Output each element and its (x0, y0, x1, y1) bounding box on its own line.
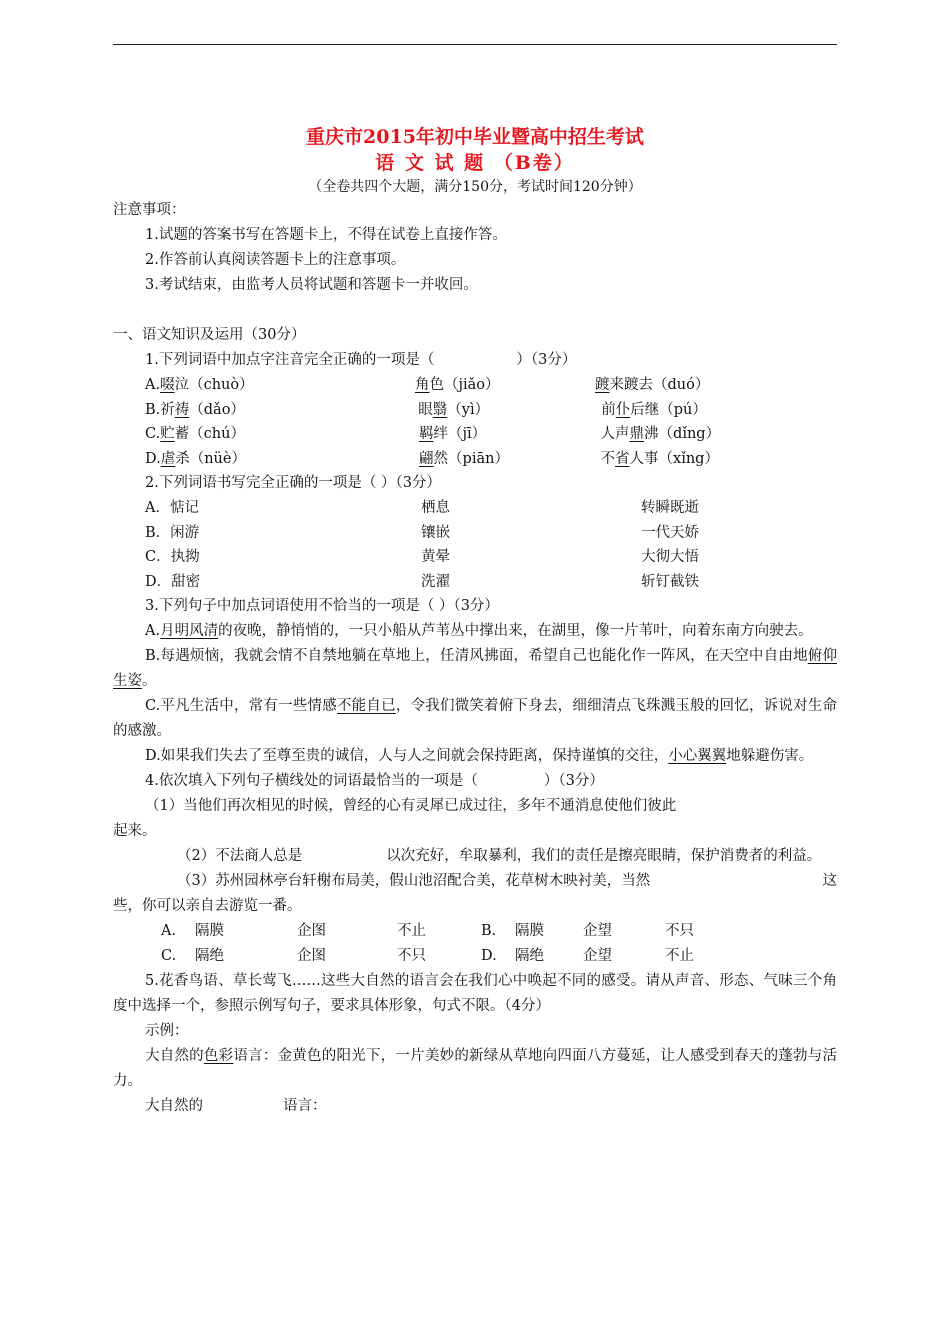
exam-subtitle: 语 文 试 题 （B卷） (375, 152, 575, 174)
question-3-option-a: A.月明风清的夜晚，静悄悄的，一只小船从芦苇丛中撑出来，在湖里，像一片苇叶，向着东南方向驶去。 (145, 623, 813, 639)
question-1-option-row: C.贮蓄（chú） 羁绊（jī） 人声鼎沸（dǐng） (145, 426, 721, 442)
question-1-option-row: D.虐杀（nüè） 翩然（piān） 不省人事（xǐng） (145, 450, 719, 467)
question-4-stem: 4.依次填入下列句子横线处的词语最恰当的一项是（ ）（3分） (145, 773, 604, 789)
question-3-option-b: B.每遇烦恼，我就会情不自禁地躺在草地上，任清风拂面，希望自己也能化作一阵风，在天空中自由地俯仰生姿。 (113, 648, 838, 689)
question-4-sentence-1: （1）当他们再次相见的时候，曾经的心有灵犀已成过往，多年不通消息使他们彼此 (145, 798, 677, 814)
question-4-option-row: A. 隔膜 企图 不止 B. 隔膜 企望 不只 (161, 923, 694, 939)
notice-item: 3.考试结束，由监考人员将试题和答题卡一并收回。 (145, 277, 478, 293)
example-sentence: 大自然的色彩语言：金黄色的阳光下，一片美妙的新绿从草地向四面八方蔓延，让人感受到春天的蓬勃与活力。 (113, 1048, 838, 1089)
notice-item: 1.试题的答案书写在答题卡上，不得在试卷上直接作答。 (145, 227, 507, 243)
top-rule (113, 44, 837, 45)
question-4-sentence-3: （3）苏州园林亭台轩榭布局美，假山池沼配合美，花草树木映衬美，当然 这 (177, 873, 837, 889)
question-2-option-row: A．惦记 栖息 转瞬既逝 (145, 500, 699, 516)
question-4-sentence-1-end: 起来。 (113, 823, 157, 839)
question-4-sentence-3-end: 些，你可以亲自去游览一番。 (113, 898, 302, 914)
question-1-option-row: B.祈祷（dǎo） 眼翳（yì） 前仆后继（pú） (145, 401, 707, 418)
question-5-stem: 5.花香鸟语、草长莺飞……这些大自然的语言会在我们心中唤起不同的感受。请从声音、形态、气味三个角度中选择一个，参照示例写句子，要求具体形象，句式不限。（4分） (113, 973, 837, 1014)
exam-title: 重庆市2015年初中毕业暨高中招生考试 (306, 126, 644, 148)
notice-item: 2.作答前认真阅读答题卡上的注意事项。 (145, 252, 406, 268)
question-2-option-row: D．甜密 洗濯 斩钉截铁 (145, 573, 699, 590)
answer-line: 大自然的 语言： (145, 1098, 327, 1114)
notice-heading: 注意事项： (113, 202, 186, 218)
question-4-option-row: C. 隔绝 企图 不只 D. 隔绝 企望 不止 (161, 948, 694, 964)
question-3-stem: 3.下列句子中加点词语使用不恰当的一项是（ ）（3分） (145, 598, 499, 614)
question-1-option-row: A.啜泣（chuò） 角色（jiǎo） 踱来踱去（duó） (145, 377, 710, 393)
question-2-option-row: B．闲游 镶嵌 一代天娇 (145, 524, 699, 541)
section-heading: 一、语文知识及运用（30分） (113, 327, 306, 343)
question-4-sentence-2: （2）不法商人总是 以次充好，牟取暴利，我们的责任是擦亮眼睛，保护消费者的利益。 (177, 848, 822, 864)
question-3-option-d: D.如果我们失去了至尊至贵的诚信，人与人之间就会保持距离，保持谨慎的交往，小心翼翼地躲避伤害。 (145, 748, 814, 764)
exam-page (113, 124, 837, 1119)
question-2-option-row: C．执拗 黄晕 大彻大悟 (145, 549, 699, 565)
example-label: 示例： (145, 1023, 189, 1039)
exam-info: （全卷共四个大题，满分150分，考试时间120分钟） (308, 179, 642, 195)
question-2-stem: 2.下列词语书写完全正确的一项是（ ）（3分） (145, 475, 441, 491)
question-1-stem: 1.下列词语中加点字注音完全正确的一项是（ ）（3分） (145, 352, 577, 368)
question-3-option-c: C.平凡生活中，常有一些情感不能自已，令我们微笑着俯下身去，细细清点飞珠溅玉般的回忆，诉说对生命的感激。 (113, 698, 838, 739)
